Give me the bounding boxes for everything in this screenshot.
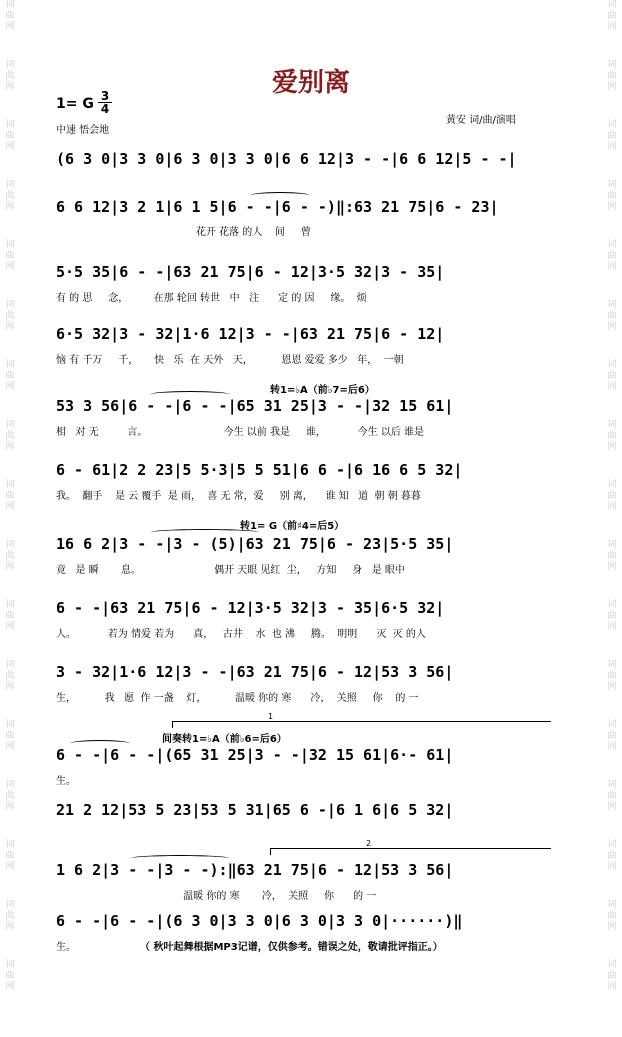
notes-line-10: 6 - -|6 - -|(65 31 25|3 - -|32 15 61|6·- 61| <box>56 746 454 764</box>
watermark-char: 词 <box>5 240 15 250</box>
watermark-char: 曲 <box>607 971 617 981</box>
slur <box>250 192 310 199</box>
notes-line-6: 6 - 61|2 2 23|5 5·3|5 5 51|6 6 -|6 16 6 5 32| <box>56 461 463 479</box>
modulation-1: 转1=♭A（前♭7=后6） <box>270 385 375 396</box>
watermark-char: 网 <box>5 802 15 812</box>
lyrics-line-4: 恼 有 千万 千， 快 乐 在 天外 天， 恩恩 爱爱 多少 年， 一朝 <box>56 355 404 366</box>
watermark-char: 网 <box>607 622 617 632</box>
slur <box>70 740 130 747</box>
notes-line-5: 53 3 56|6 - -|6 - -|65 31 25|3 - -|32 15 61| <box>56 397 454 415</box>
watermark-char: 曲 <box>5 491 15 501</box>
watermark-char: 词 <box>607 120 617 130</box>
notes-line-3: 5·5 35|6 - -|63 21 75|6 - 12|3·5 32|3 - 35| <box>56 263 445 281</box>
watermark-char: 曲 <box>607 491 617 501</box>
watermark-left <box>0 0 20 1037</box>
volta-label-2: 2 <box>366 839 372 848</box>
watermark-char: 网 <box>5 742 15 752</box>
watermark-char: 曲 <box>607 191 617 201</box>
watermark-char: 曲 <box>5 251 15 261</box>
watermark-char: 网 <box>607 502 617 512</box>
watermark-char: 词 <box>5 960 15 970</box>
modulation-2: 转1= G（前♯4=后5） <box>240 521 345 532</box>
credit-line: 黄安 词/曲/演唱 <box>446 115 516 126</box>
watermark-char: 网 <box>5 322 15 332</box>
notes-line-2: 6 6 12|3 2 1|6 1 5|6 - -|6 - -)‖:63 21 75|6 - 23| <box>56 198 499 216</box>
watermark-char: 曲 <box>607 371 617 381</box>
watermark-char: 曲 <box>607 311 617 321</box>
watermark-char: 网 <box>5 562 15 572</box>
watermark-char: 曲 <box>607 731 617 741</box>
meter-top: 3 <box>100 89 110 103</box>
watermark-char: 曲 <box>607 851 617 861</box>
volta-label-1: 1 <box>268 712 274 721</box>
watermark-char: 网 <box>5 202 15 212</box>
key-signature: 1= G <box>56 96 94 112</box>
watermark-char: 词 <box>607 540 617 550</box>
lyrics-line-12: 温暖 你的 寒 冷， 关照 你 的 一 <box>56 891 377 902</box>
watermark-char: 网 <box>607 742 617 752</box>
watermark-char: 网 <box>5 682 15 692</box>
watermark-char: 曲 <box>607 11 617 21</box>
watermark-char: 词 <box>5 0 15 10</box>
watermark-char: 曲 <box>5 791 15 801</box>
watermark-char: 网 <box>607 382 617 392</box>
watermark-char: 词 <box>5 720 15 730</box>
lyrics-line-7: 竟 是 瞬 息。 偶开 天眼 见红 尘， 方知 身 是 眼中 <box>56 565 405 576</box>
lyrics-line-9: 生， 我 愿 作 一盏 灯， 温暖 你的 寒 冷， 关照 你 的 一 <box>56 693 419 704</box>
song-title: 爱别离 <box>271 68 350 98</box>
watermark-char: 曲 <box>5 851 15 861</box>
watermark-char: 词 <box>607 300 617 310</box>
volta-bracket-2 <box>270 839 551 855</box>
watermark-char: 网 <box>5 442 15 452</box>
watermark-char: 词 <box>5 780 15 790</box>
watermark-char: 曲 <box>5 611 15 621</box>
watermark-char: 词 <box>5 300 15 310</box>
watermark-char: 网 <box>5 82 15 92</box>
watermark-char: 网 <box>607 262 617 272</box>
watermark-char: 曲 <box>607 431 617 441</box>
watermark-char: 曲 <box>5 131 15 141</box>
watermark-char: 词 <box>607 780 617 790</box>
watermark-char: 词 <box>607 660 617 670</box>
watermark-char: 网 <box>5 262 15 272</box>
watermark-char: 曲 <box>607 791 617 801</box>
watermark-char: 词 <box>607 840 617 850</box>
watermark-char: 网 <box>607 442 617 452</box>
watermark-char: 词 <box>5 600 15 610</box>
watermark-char: 词 <box>5 120 15 130</box>
watermark-char: 网 <box>607 202 617 212</box>
watermark-char: 词 <box>607 600 617 610</box>
watermark-char: 曲 <box>5 911 15 921</box>
transcription-footnote: （ 秋叶起舞根据MP3记谱，仅供参考。错误之处，敬请批评指正。） <box>140 942 443 953</box>
lyrics-line-13: 生。 <box>56 942 76 953</box>
watermark-char: 曲 <box>607 71 617 81</box>
lyrics-line-3: 有 的 思 念， 在那 轮回 转世 中 注 定 的 因 缘。 烦 <box>56 293 367 304</box>
watermark-char: 词 <box>607 180 617 190</box>
watermark-char: 网 <box>5 142 15 152</box>
watermark-char: 曲 <box>607 671 617 681</box>
watermark-char: 词 <box>5 840 15 850</box>
watermark-char: 词 <box>5 480 15 490</box>
watermark-char: 曲 <box>5 671 15 681</box>
watermark-char: 词 <box>607 420 617 430</box>
watermark-char: 词 <box>5 60 15 70</box>
watermark-char: 网 <box>607 802 617 812</box>
watermark-char: 曲 <box>5 11 15 21</box>
watermark-char: 词 <box>607 240 617 250</box>
meter-bottom: 4 <box>100 102 110 116</box>
watermark-char: 词 <box>5 360 15 370</box>
watermark-char: 曲 <box>607 611 617 621</box>
watermark-char: 网 <box>5 862 15 872</box>
watermark-char: 网 <box>5 502 15 512</box>
watermark-char: 网 <box>5 382 15 392</box>
watermark-char: 网 <box>5 22 15 32</box>
tempo-marking: 中速 悟会地 <box>56 125 110 136</box>
lyrics-line-2: 花开 花落 的人 间 曾 <box>56 227 311 238</box>
watermark-char: 网 <box>5 922 15 932</box>
watermark-char: 曲 <box>5 311 15 321</box>
watermark-char: 曲 <box>5 371 15 381</box>
watermark-char: 网 <box>5 622 15 632</box>
notes-line-8: 6 - -|63 21 75|6 - 12|3·5 32|3 - 35|6·5 32| <box>56 599 445 617</box>
notes-line-4: 6·5 32|3 - 32|1·6 12|3 - -|63 21 75|6 - 12| <box>56 325 445 343</box>
volta-bracket-1 <box>172 712 551 728</box>
watermark-char: 曲 <box>607 131 617 141</box>
watermark-char: 网 <box>607 922 617 932</box>
watermark-char: 词 <box>5 660 15 670</box>
watermark-char: 网 <box>607 982 617 992</box>
watermark-char: 曲 <box>5 431 15 441</box>
watermark-char: 词 <box>607 360 617 370</box>
slur <box>150 529 260 536</box>
watermark-char: 网 <box>607 862 617 872</box>
watermark-char: 词 <box>607 60 617 70</box>
watermark-char: 曲 <box>607 551 617 561</box>
watermark-char: 词 <box>5 540 15 550</box>
watermark-char: 网 <box>607 82 617 92</box>
watermark-char: 词 <box>607 0 617 10</box>
notes-line-12: 1 6 2|3 - -|3 - -):‖63 21 75|6 - 12|53 3 56| <box>56 861 454 879</box>
watermark-char: 曲 <box>607 251 617 261</box>
notes-line-9: 3 - 32|1·6 12|3 - -|63 21 75|6 - 12|53 3 56| <box>56 663 454 681</box>
watermark-char: 曲 <box>5 191 15 201</box>
watermark-char: 网 <box>607 562 617 572</box>
watermark-char: 曲 <box>607 911 617 921</box>
watermark-char: 网 <box>607 682 617 692</box>
watermark-char: 网 <box>607 322 617 332</box>
watermark-char: 词 <box>5 180 15 190</box>
watermark-char: 词 <box>5 420 15 430</box>
watermark-char: 网 <box>607 22 617 32</box>
watermark-char: 网 <box>607 142 617 152</box>
watermark-char: 词 <box>607 900 617 910</box>
lyrics-line-5: 相 对 无 言。 今生 以前 我是 谁， 今生 以后 谁是 <box>56 427 425 438</box>
watermark-char: 词 <box>5 900 15 910</box>
watermark-char: 曲 <box>5 71 15 81</box>
modulation-3: 间奏转1=♭A（前♭6=后6） <box>162 734 287 745</box>
notes-line-1: (6 3 0|3 3 0|6 3 0|3 3 0|6 6 12|3 - -|6 6 12|5 - -| <box>56 150 517 168</box>
lyrics-line-8: 人。 若为 情爱 若为 真， 古井 水 也 沸 腾。 明明 灭 灭 的人 <box>56 629 426 640</box>
watermark-char: 曲 <box>5 551 15 561</box>
watermark-char: 网 <box>5 982 15 992</box>
watermark-char: 词 <box>607 960 617 970</box>
slur <box>150 391 230 398</box>
watermark-char: 词 <box>607 720 617 730</box>
watermark-char: 词 <box>607 480 617 490</box>
watermark-char: 曲 <box>5 731 15 741</box>
lyrics-line-10: 生。 <box>56 776 76 787</box>
slur <box>130 855 230 862</box>
notes-line-7: 16 6 2|3 - -|3 - (5)|63 21 75|6 - 23|5·5 35| <box>56 535 454 553</box>
notes-line-13: 6 - -|6 - -|(6 3 0|3 3 0|6 3 0|3 3 0|······)‖ <box>56 912 463 930</box>
watermark-right <box>602 0 622 1037</box>
lyrics-line-6: 我。 翻手 是 云 覆手 是 雨， 喜 无 常，爱 别 离， 谁 知 道 朝 朝 暮暮 <box>56 491 421 502</box>
notes-line-11: 21 2 12|53 5 23|53 5 31|65 6 -|6 1 6|6 5 32| <box>56 801 454 819</box>
time-signature <box>98 90 112 115</box>
watermark-char: 曲 <box>5 971 15 981</box>
